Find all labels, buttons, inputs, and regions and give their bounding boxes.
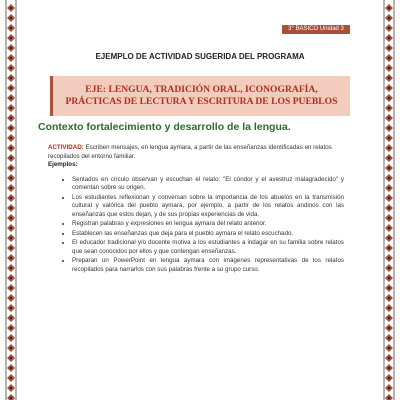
eje-line-2: PRÁCTICAS DE LECTURA Y ESCRITURA DE LOS PUEBLOS — [65, 96, 338, 107]
activity-paragraph — [48, 144, 344, 161]
eje-banner — [50, 76, 350, 116]
list-item: • El educador tradicional y/o docente motiva a los estudiantes a indagar en su familia sobre relatos que sean conocidos por ellos y que contengan enseñanzas. — [72, 239, 344, 256]
activity-content — [48, 144, 344, 275]
list-item: • Los estudiantes reflexionan y conversan sobre la importancia de los abuelos en la transmisión cultural y valórica del pueblo aymara, por ejemplo, a partir de los relatos andinos con las enseñanzas que estos dejan, y de sus propias experiencias de vida. — [72, 194, 344, 220]
section-title: Contexto fortalecimiento y desarrollo de la lengua. — [38, 121, 291, 133]
grade-unit-badge: 3° BÁSICO Unidad 3 — [282, 25, 350, 34]
list-item: • Sentados en círculo observan y escuchan el relato: "El cóndor y el avestruz malagradecido" y comentan sobre su origen. — [72, 176, 344, 193]
examples-label: Ejemplos: — [48, 161, 78, 168]
eje-banner-text — [53, 84, 350, 108]
activity-label: ACTIVIDAD: — [48, 144, 84, 151]
page-title: EJEMPLO DE ACTIVIDAD SUGERIDA DEL PROGRAMA — [95, 52, 305, 61]
eje-line-1: EJE: LENGUA, TRADICIÓN ORAL, ICONOGRAFÍA, — [85, 84, 318, 95]
examples-list — [48, 176, 344, 275]
list-item: • Preparan un PowerPoint en lengua aymara con imágenes representativas de los relatos recopilados para narrarlos con sus palabras frente a su grupo curso. — [72, 257, 344, 274]
list-item: • Establecen las enseñanzas que deja para el pueblo aymara el relato escuchado. — [72, 230, 344, 239]
list-item: • Registran palabras y expresiones en lengua aymara del relato anterior. — [72, 220, 344, 229]
activity-text: Escriben mensajes, en lengua aymara, a partir de las enseñanzas identificadas en relatos recopilados del entorno familiar. — [48, 144, 332, 160]
